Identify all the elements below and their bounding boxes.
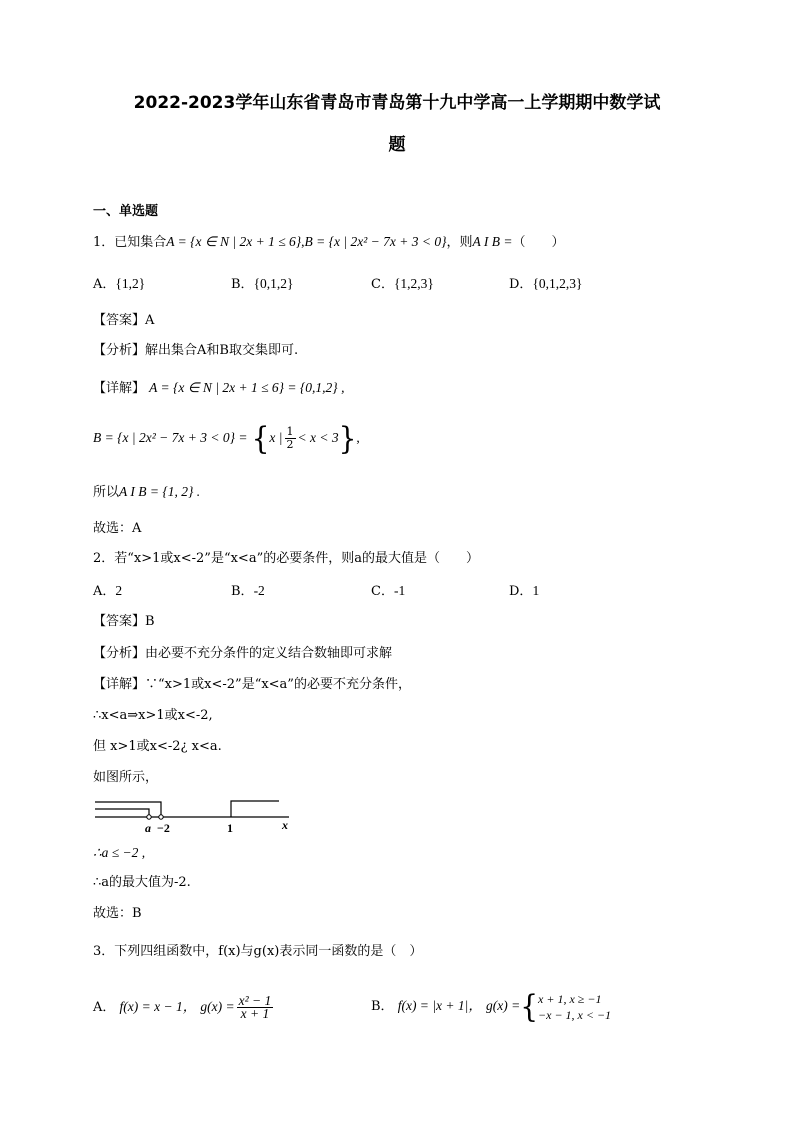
- fraction-half: [285, 426, 296, 451]
- q1-stem-suffix: ，则: [446, 235, 473, 250]
- q2-option-a: [93, 582, 122, 601]
- so-expr: A I B = {1, 2} .: [119, 484, 201, 499]
- open-point-neg2: [159, 815, 163, 819]
- q3-stem: 3．下列四组函数中，f(x)与g(x)表示同一函数的是（ ）: [93, 944, 423, 959]
- fraction-denominator: x + 1: [240, 1006, 270, 1021]
- option-text: 1: [532, 583, 540, 598]
- so-prefix: 所以: [93, 485, 120, 500]
- detail-math: A = {x ∈ N | 2x + 1 ≤ 6} = {0,1,2} ,: [149, 380, 345, 395]
- open-point-a: [147, 815, 151, 819]
- q1-set-a: A = {x ∈ N | 2x + 1 ≤ 6}: [166, 234, 302, 249]
- axis-label-a: a: [145, 821, 151, 835]
- q1-expr: A I B =: [472, 234, 513, 249]
- q1-option-b: [231, 275, 294, 294]
- analysis-text: 解出集合A和B取交集即可.: [145, 343, 299, 358]
- q1-detail-2: [93, 418, 360, 459]
- detail-tag: 【详解】: [93, 677, 146, 692]
- section-heading: 一、单选题: [93, 204, 159, 219]
- option-label: A．: [93, 1000, 116, 1015]
- piecewise-cases: [538, 991, 611, 1023]
- region-x-lt-a: [95, 809, 149, 817]
- set-condition: < x < 3: [297, 430, 339, 445]
- option-text: {0,1,2,3}: [532, 276, 583, 291]
- option-label: D．: [509, 277, 533, 292]
- detail-text: ∵“x>1或x<-2”是“x<a”的必要不充分条件，: [145, 677, 411, 692]
- option-label: C．: [371, 277, 394, 292]
- q1-answer: [93, 312, 154, 330]
- option-label: C．: [371, 584, 394, 599]
- axis-label-x: x: [282, 818, 288, 832]
- option-label: D．: [509, 584, 533, 599]
- option-text: {0,1,2}: [253, 276, 294, 291]
- q2-option-b: [231, 582, 265, 601]
- set-builder: x |: [269, 430, 283, 445]
- q1-paren: （ ）: [512, 235, 565, 250]
- option-text: -2: [253, 583, 265, 598]
- q1-stem-prefix: 1．已知集合: [93, 235, 167, 250]
- option-text: {1,2}: [115, 276, 146, 291]
- q2-detail-2: ∴x<a⇒x>1或x<-2,: [93, 708, 213, 723]
- q1-sep: ,: [301, 234, 305, 249]
- q2-conclusion-2: ∴a的最大值为-2.: [93, 875, 191, 890]
- option-text: -1: [393, 583, 406, 598]
- q1-option-a: [93, 275, 145, 294]
- option-b-g: g(x) =: [485, 998, 521, 1013]
- q1-analysis: [93, 342, 298, 360]
- analysis-tag: 【分析】: [93, 646, 146, 661]
- right-brace: }: [338, 419, 357, 457]
- analysis-tag: 【分析】: [93, 343, 146, 358]
- option-a-fraction: [237, 995, 274, 1020]
- case-1: x + 1, x ≥ −1: [538, 991, 602, 1006]
- option-label: A．: [93, 584, 116, 599]
- cases-brace: {: [520, 987, 539, 1025]
- option-label: A．: [93, 277, 116, 292]
- axis-label-1: 1: [227, 821, 233, 835]
- answer-tag: 【答案】: [93, 614, 146, 629]
- q2-analysis: [93, 645, 392, 663]
- case-2: −x − 1, x < −1: [538, 1007, 612, 1022]
- answer-tag: 【答案】: [93, 313, 146, 328]
- option-text: 2: [115, 583, 123, 598]
- q1-set-b: B = {x | 2x² − 7x + 3 < 0}: [304, 234, 447, 249]
- option-a-g: g(x) =: [200, 999, 235, 1014]
- q2-detail-4: 如图所示，: [93, 770, 159, 785]
- option-text: {1,2,3}: [393, 276, 434, 291]
- q3-option-a: [93, 990, 275, 1025]
- option-b-f: f(x) = |x + 1|，: [397, 998, 482, 1013]
- option-label: B．: [231, 584, 254, 599]
- document-title-line2: 题: [388, 135, 406, 155]
- q2-detail-3: 但 x>1或x<-2¿ x<a.: [93, 739, 222, 754]
- detail-math-left: B = {x | 2x² − 7x + 3 < 0} =: [93, 430, 248, 445]
- option-label: B．: [231, 277, 254, 292]
- q2-choose: 故选：B: [93, 906, 142, 921]
- axis-label-neg2: −2: [157, 821, 170, 835]
- left-brace: {: [251, 419, 270, 457]
- q1-detail-1: [93, 379, 344, 398]
- q2-answer: [93, 613, 155, 631]
- q1-stem: [93, 233, 565, 252]
- q1-option-d: [509, 275, 583, 294]
- q2-conclusion-1: ∴a ≤ −2 ,: [93, 845, 146, 860]
- q2-option-c: [371, 582, 405, 601]
- number-line-figure: [93, 796, 303, 836]
- analysis-text: 由必要不充分条件的定义结合数轴即可求解: [145, 646, 393, 661]
- answer-value: B: [145, 614, 155, 629]
- q2-option-d: [509, 582, 539, 601]
- option-label: B．: [371, 999, 394, 1014]
- document-title-line1: 2022-2023学年山东省青岛市青岛第十九中学高一上学期期中数学试: [133, 93, 661, 113]
- q1-option-c: [371, 275, 434, 294]
- fraction-denominator: 2: [286, 438, 294, 451]
- fraction-numerator: x² − 1: [238, 993, 272, 1008]
- q2-stem: 2．若“x>1或x<-2”是“x<a”的必要条件，则a的最大值是（ ）: [93, 551, 479, 566]
- fraction-numerator: 1: [286, 425, 294, 438]
- comma: ,: [356, 430, 360, 445]
- region-x-gt-1: [231, 801, 279, 817]
- option-a-f: f(x) = x − 1，: [119, 999, 197, 1014]
- answer-value: A: [145, 313, 155, 328]
- q2-detail-1: [93, 676, 411, 694]
- detail-tag: 【详解】: [93, 381, 146, 396]
- q1-choose: 故选：A: [93, 521, 142, 536]
- q3-option-b: [371, 986, 611, 1027]
- q1-so: [93, 483, 200, 502]
